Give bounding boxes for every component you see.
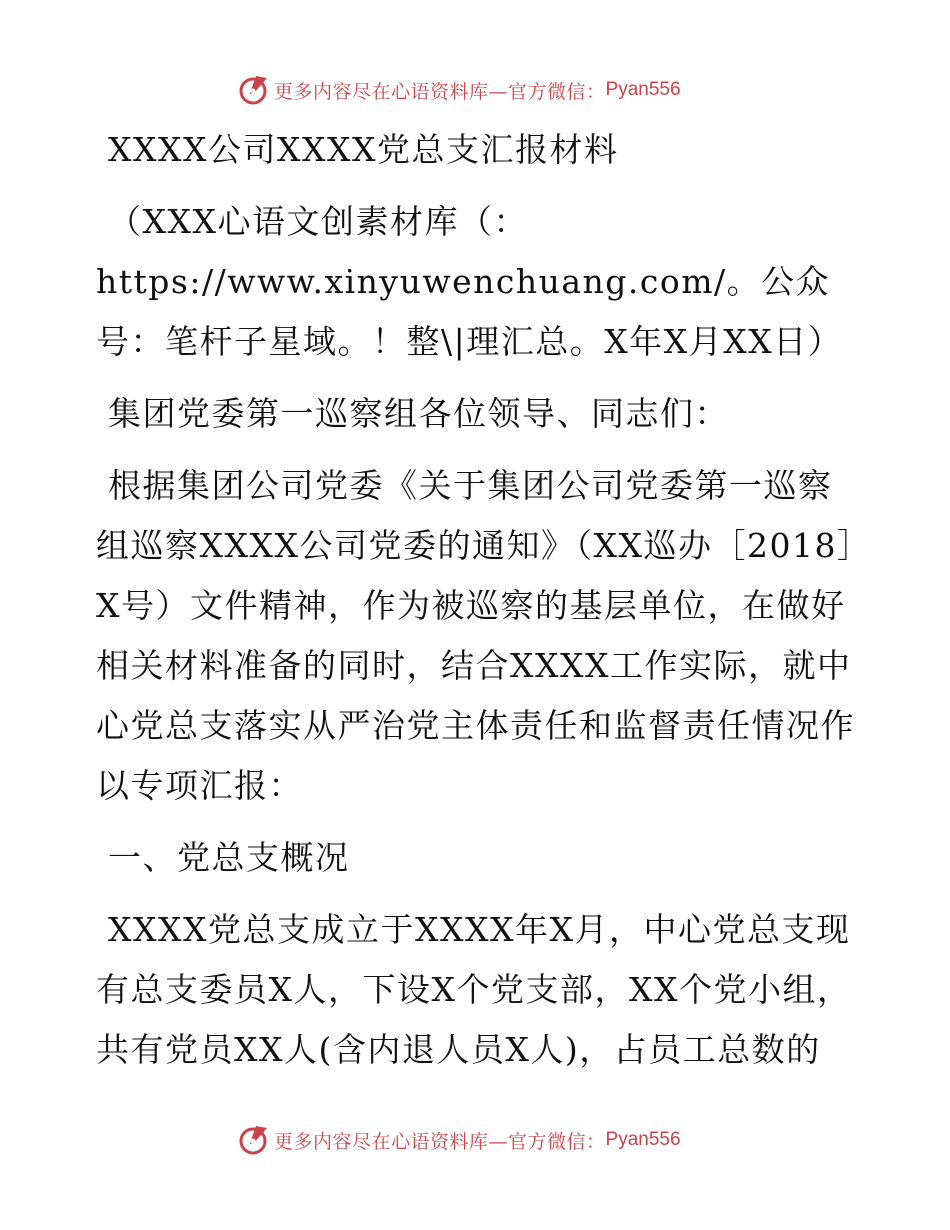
pen-logo-icon: [236, 73, 270, 107]
watermark-text: 更多内容尽在心语资料库—官方微信：: [274, 1130, 606, 1153]
pen-logo-icon: [236, 1123, 270, 1157]
watermark-text: 更多内容尽在心语资料库—官方微信：: [274, 80, 606, 103]
document-body: [96, 120, 866, 1080]
watermark-banner-top: [236, 72, 681, 108]
watermark-wechat-id: Pyan556: [605, 1129, 681, 1150]
salutation: 集团党委第一巡察组各位领导、同志们：: [108, 394, 729, 433]
intro-paragraph: 根据集团公司党委《关于集团公司党委第一巡察组巡察XXXX公司党委的通知》（XX巡办［2018］X号）文件精神，作为被巡察的基层单位，在做好相关材料准备的同时，结合XXXX工作实际，就中心党总支落实从严治党主体责任和监督责任情况作以专项汇报：: [96, 466, 855, 805]
watermark-wechat-id: Pyan556: [605, 79, 681, 100]
section-heading: 一、党总支概况: [108, 838, 350, 877]
section-paragraph: XXXX党总支成立于XXXX年X月，中心党总支现有总支委员X人，下设X个党支部，XX个党小组，共有党员XX人(含内退人员X人)，占员工总数的: [96, 910, 852, 1069]
watermark-banner-bottom: [236, 1122, 681, 1158]
source-note: （XXX心语文创素材库（：https://www.xinyuwenchuang.com/。公众号：笔杆子星域。！整\|理汇总。X年X月XX日）: [96, 202, 843, 361]
document-title: XXXX公司XXXX党总支汇报材料: [108, 130, 619, 169]
